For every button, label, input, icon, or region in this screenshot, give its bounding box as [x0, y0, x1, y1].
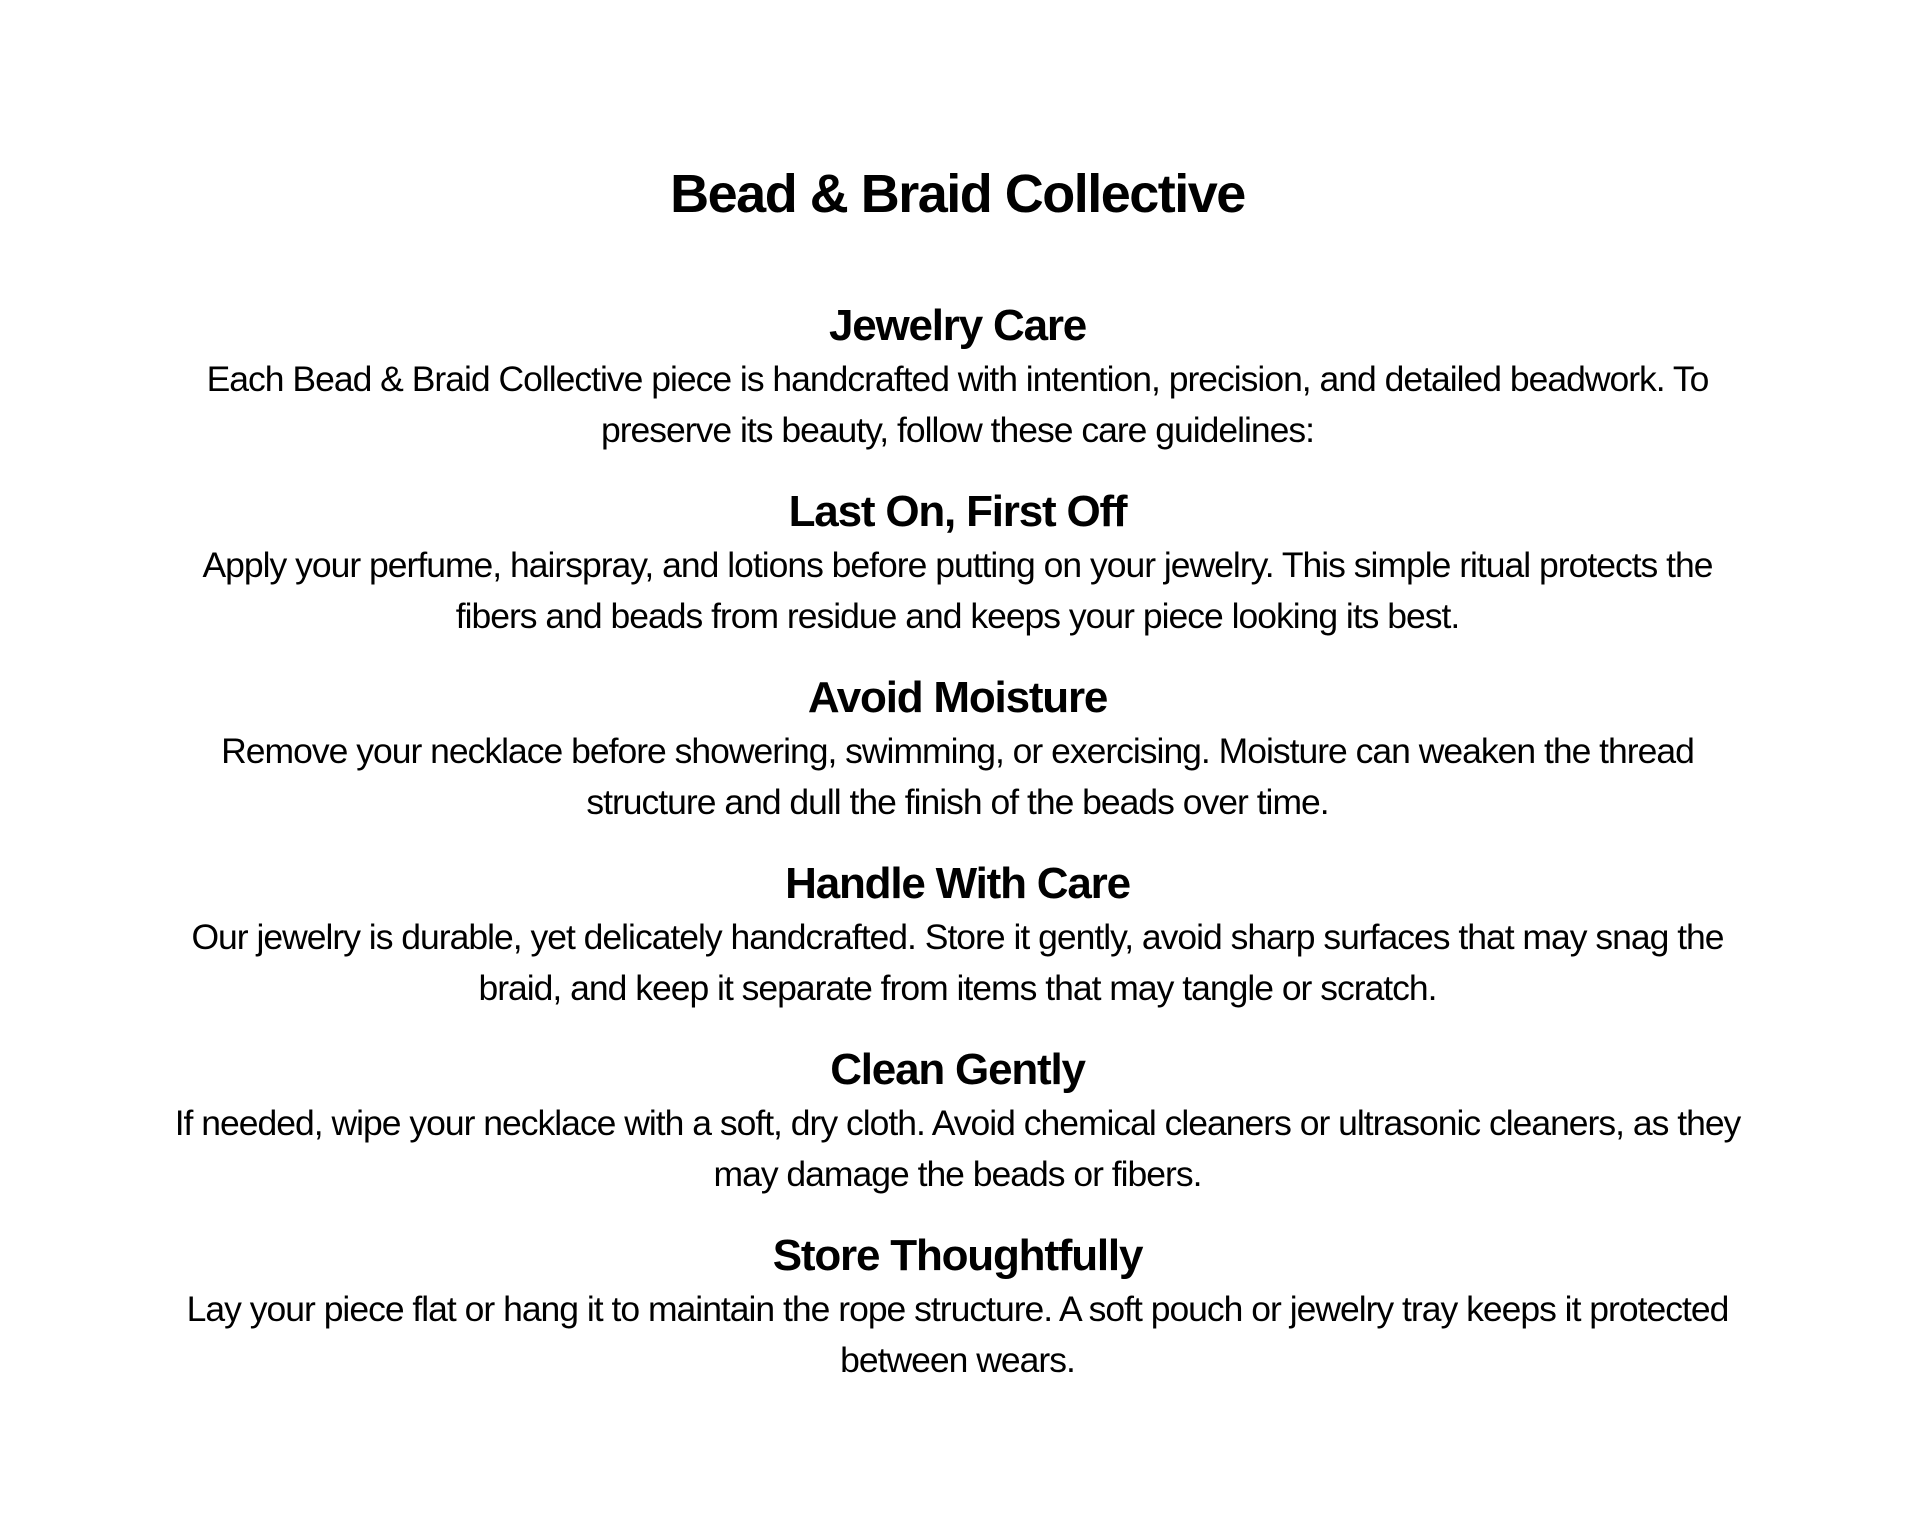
- section-heading: Handle With Care: [785, 859, 1130, 908]
- section-heading: Last On, First Off: [788, 487, 1127, 536]
- section-jewelry-care: [160, 298, 1755, 456]
- section-clean-gently: [160, 1042, 1755, 1200]
- section-body: Each Bead & Braid Collective piece is handcrafted with intention, precision, and detailed beadwork. To preserve its beauty, follow these care guidelines:: [206, 359, 1709, 450]
- section-handle-with-care: [160, 856, 1755, 1014]
- section-store-thoughtfully: [160, 1228, 1755, 1386]
- section-last-on-first-off: [160, 484, 1755, 642]
- section-body: If needed, wipe your necklace with a soft, dry cloth. Avoid chemical cleaners or ultrasonic cleaners, as they may damage the beads or fibers.: [174, 1103, 1741, 1194]
- section-body: Our jewelry is durable, yet delicately handcrafted. Store it gently, avoid sharp surfaces that may snag the braid, and keep it separate from items that may tangle or scratch.: [191, 917, 1724, 1008]
- section-body: Remove your necklace before showering, swimming, or exercising. Moisture can weaken the thread structure and dull the finish of the beads over time.: [221, 731, 1694, 822]
- document-title: Bead & Braid Collective: [670, 164, 1245, 224]
- section-heading: Store Thoughtfully: [772, 1231, 1143, 1280]
- section-heading: Avoid Moisture: [807, 673, 1108, 722]
- section-heading: Jewelry Care: [828, 301, 1087, 350]
- section-heading: Clean Gently: [830, 1045, 1085, 1094]
- section-body: Apply your perfume, hairspray, and lotions before putting on your jewelry. This simple ritual protects the fibers and beads from residue and keeps your piece looking its best.: [202, 545, 1713, 636]
- section-body: Lay your piece flat or hang it to maintain the rope structure. A soft pouch or jewelry tray keeps it protected between wears.: [186, 1289, 1729, 1380]
- section-avoid-moisture: [160, 670, 1755, 828]
